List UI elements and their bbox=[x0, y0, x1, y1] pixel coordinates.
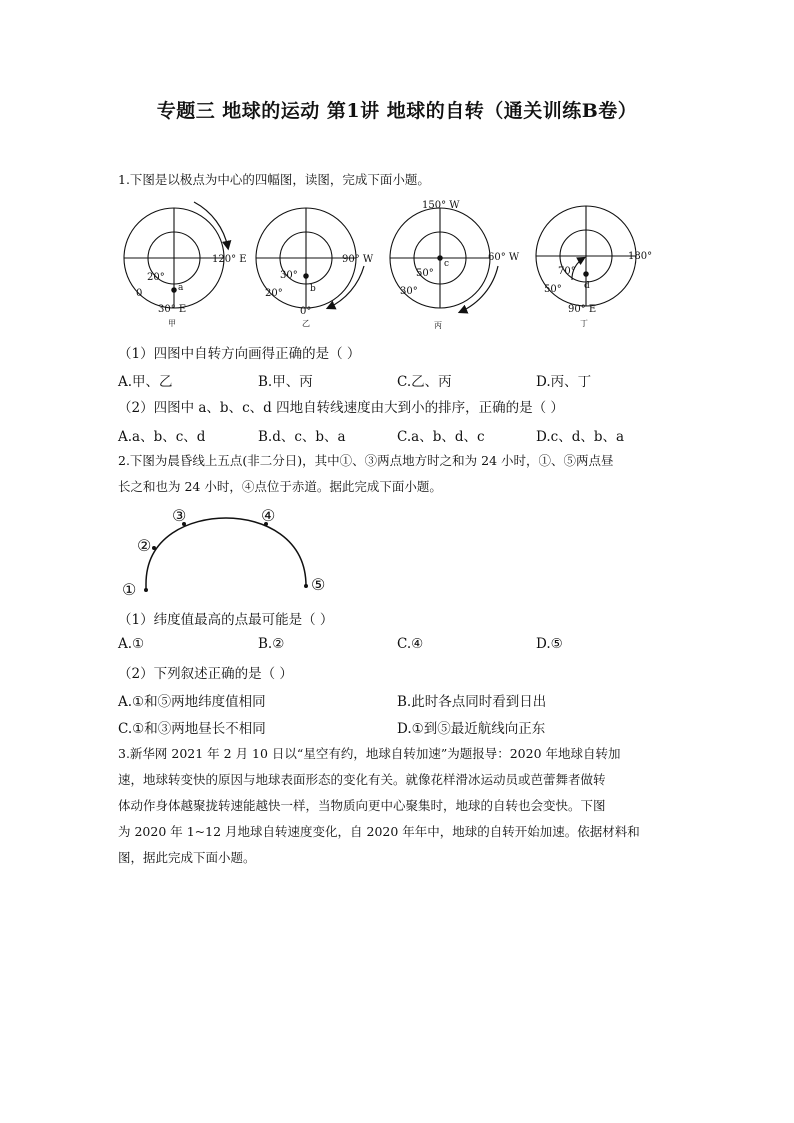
q2-sub2-option-b[interactable]: B.此时各点同时看到日出 bbox=[397, 694, 547, 710]
q1-sub1-option-a[interactable]: A.甲、乙 bbox=[118, 374, 173, 390]
svg-text:a: a bbox=[178, 283, 184, 293]
q2-sub2-option-d[interactable]: D.①到⑤最近航线向正东 bbox=[397, 721, 546, 737]
point-4-label: ④ bbox=[261, 506, 276, 525]
svg-text:乙: 乙 bbox=[302, 319, 310, 328]
point-b bbox=[304, 274, 308, 278]
q2-sub1-option-c[interactable]: C.④ bbox=[397, 636, 424, 652]
svg-text:c: c bbox=[444, 259, 450, 269]
q2-sub2-stem: （2）下列叙述正确的是（ ） bbox=[118, 666, 293, 682]
svg-text:20°: 20° bbox=[265, 288, 283, 299]
point-d bbox=[584, 272, 588, 276]
svg-text:90° W: 90° W bbox=[342, 254, 374, 265]
q1-stem: 1.下图是以极点为中心的四幅图，读图，完成下面小题。 bbox=[118, 172, 430, 187]
q1-sub1-stem: （1）四图中自转方向画得正确的是（ ） bbox=[118, 346, 361, 362]
rotation-arrow-yi bbox=[328, 266, 364, 308]
page-title: 专题三 地球的运动 第1讲 地球的自转（通关训练B卷） bbox=[156, 100, 638, 122]
q1-sub1-option-d[interactable]: D.丙、丁 bbox=[536, 374, 592, 390]
point-a bbox=[172, 288, 176, 292]
svg-text:150° W: 150° W bbox=[422, 200, 460, 211]
svg-text:60° W: 60° W bbox=[488, 252, 520, 263]
point-5-label: ⑤ bbox=[311, 575, 326, 594]
svg-text:120° E: 120° E bbox=[212, 254, 247, 265]
svg-text:b: b bbox=[310, 284, 316, 294]
q2-sub2-option-a[interactable]: A.①和⑤两地纬度值相同 bbox=[118, 694, 266, 710]
svg-text:50°: 50° bbox=[544, 284, 562, 295]
svg-text:丁: 丁 bbox=[580, 319, 588, 328]
point-3-label: ③ bbox=[172, 506, 187, 525]
point-c bbox=[438, 256, 442, 260]
q1-sub1-option-c[interactable]: C.乙、丙 bbox=[397, 374, 452, 390]
q2-stem-line1: 2.下图为晨昏线上五点(非二分日)，其中①、③两点地方时之和为 24 小时，①、⑤两点昼 bbox=[118, 453, 614, 468]
diagram-ding bbox=[536, 206, 652, 328]
q3-line-4: 为 2020 年 1~12 月地球自转速度变化，自 2020 年年中，地球的自转开始加速。依据材料和 bbox=[118, 824, 640, 839]
svg-text:90° E: 90° E bbox=[568, 304, 597, 315]
terminator-line bbox=[146, 518, 306, 590]
svg-text:50°: 50° bbox=[416, 268, 434, 279]
diagram-bing bbox=[390, 200, 520, 330]
svg-text:0: 0 bbox=[136, 288, 143, 299]
q3-line-2: 速，地球转变快的原因与地球表面形态的变化有关。就像花样滑冰运动员或芭蕾舞者做转 bbox=[118, 772, 606, 787]
q2-sub1-stem: （1）纬度值最高的点最可能是（ ） bbox=[118, 612, 334, 628]
svg-text:30°: 30° bbox=[400, 286, 418, 297]
svg-text:20°: 20° bbox=[147, 272, 165, 283]
q1-sub2-option-a[interactable]: A.a、b、c、d bbox=[118, 429, 206, 445]
svg-text:180°: 180° bbox=[628, 251, 653, 262]
svg-text:70°: 70° bbox=[558, 266, 576, 277]
q2-sub1-option-b[interactable]: B.② bbox=[258, 636, 285, 652]
point-2-label: ② bbox=[137, 536, 152, 555]
q2-stem-line2: 长之和也为 24 小时，④点位于赤道。据此完成下面小题。 bbox=[118, 479, 442, 494]
q1-sub2-stem: （2）四图中 a、b、c、d 四地自转线速度由大到小的排序，正确的是（ ） bbox=[118, 400, 564, 416]
svg-text:丙: 丙 bbox=[434, 321, 442, 330]
q3-line-1: 3.新华网 2021 年 2 月 10 日以“星空有约，地球自转加速”为题报导：2020 年地球自转加 bbox=[118, 746, 621, 761]
svg-text:30° E: 30° E bbox=[158, 304, 187, 315]
q2-sub1-option-d[interactable]: D.⑤ bbox=[536, 636, 563, 652]
q2-sub1-option-a[interactable]: A.① bbox=[118, 636, 145, 652]
svg-text:0°: 0° bbox=[300, 306, 312, 317]
svg-text:d: d bbox=[584, 281, 590, 291]
q1-sub2-option-d[interactable]: D.c、d、b、a bbox=[536, 429, 625, 445]
q1-sub2-option-c[interactable]: C.a、b、d、c bbox=[397, 429, 485, 445]
q1-sub2-option-b[interactable]: B.d、c、b、a bbox=[258, 429, 346, 445]
svg-text:甲: 甲 bbox=[168, 319, 176, 328]
diagram-yi bbox=[256, 208, 374, 328]
point-1-label: ① bbox=[122, 580, 137, 599]
svg-text:30°: 30° bbox=[280, 270, 298, 281]
q2-sub2-option-c[interactable]: C.①和③两地昼长不相同 bbox=[118, 721, 266, 737]
q1-sub1-option-b[interactable]: B.甲、丙 bbox=[258, 374, 313, 390]
q3-line-5: 图，据此完成下面小题。 bbox=[118, 850, 256, 865]
terminator-diagram bbox=[112, 500, 342, 602]
diagram-jia bbox=[124, 202, 247, 328]
polar-diagrams bbox=[110, 196, 670, 332]
q3-line-3: 体动作身体越聚拢转速能越快一样，当物质向更中心聚集时，地球的自转也会变快。下图 bbox=[118, 798, 606, 813]
